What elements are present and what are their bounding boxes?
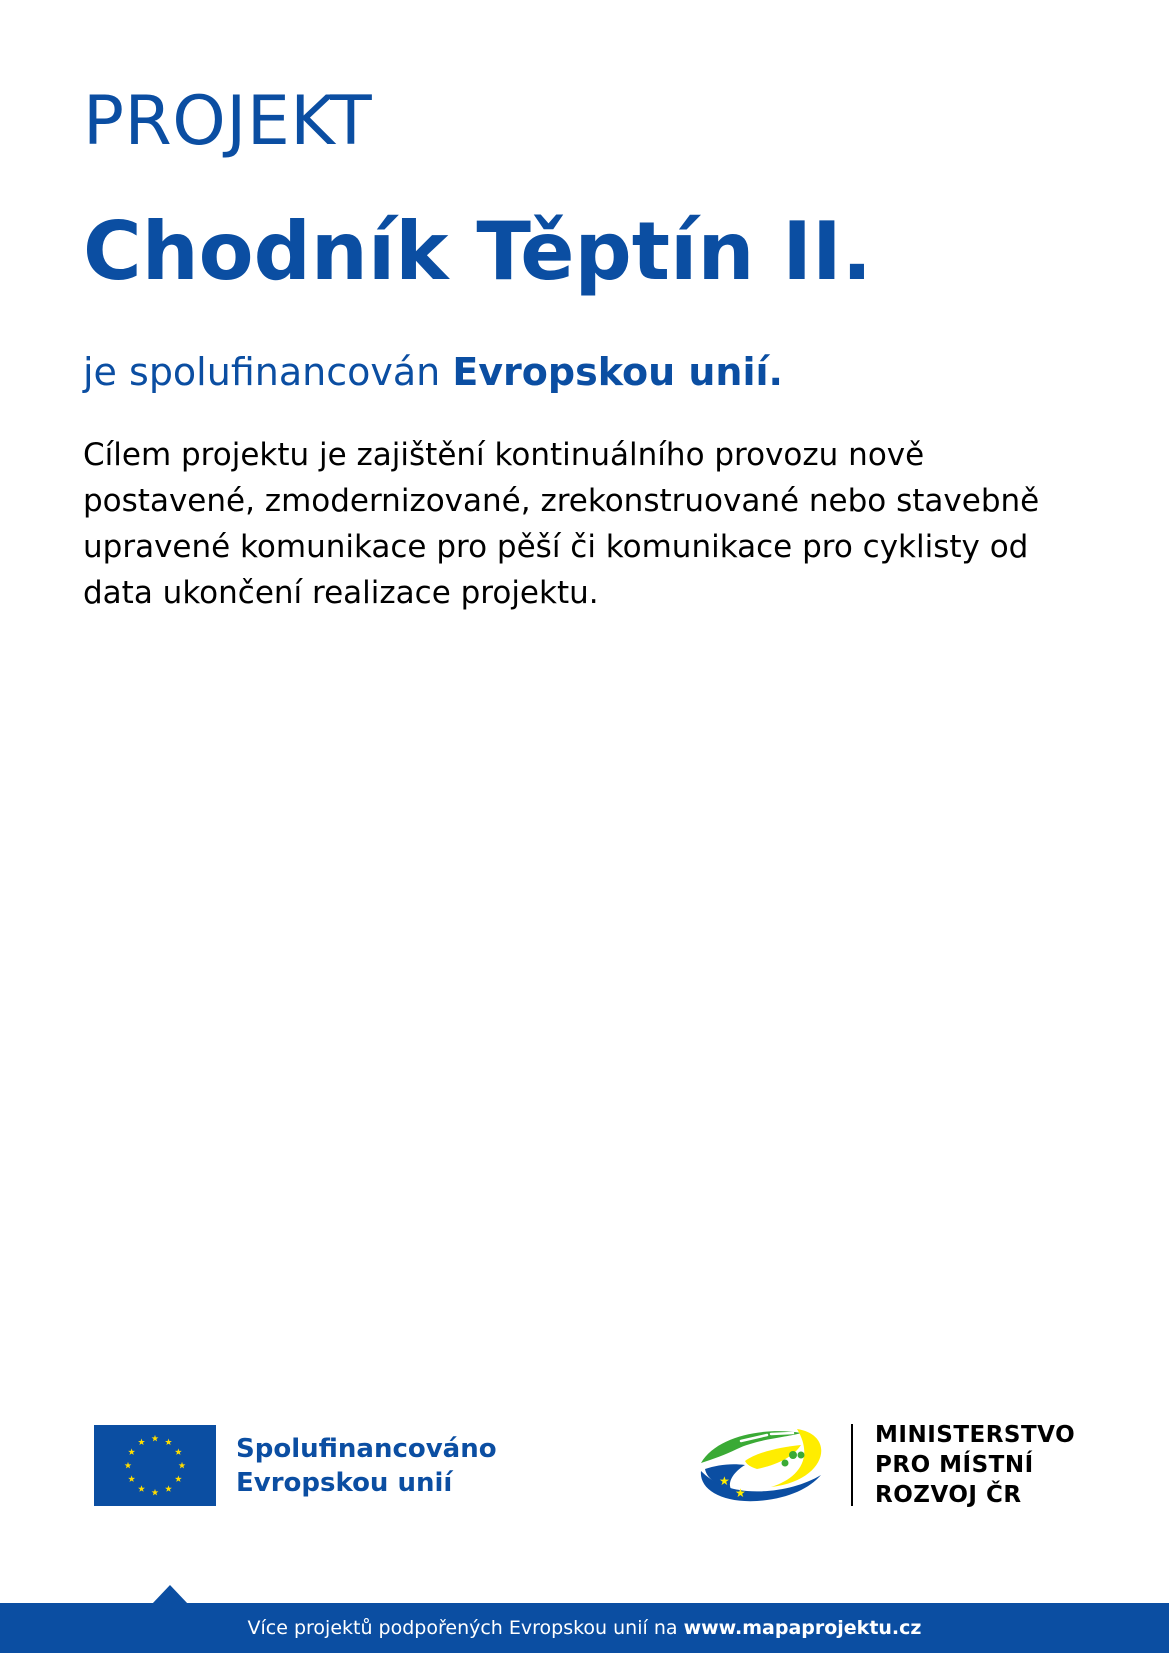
poster-header bbox=[83, 82, 1083, 161]
project-description bbox=[83, 432, 1083, 616]
ministry-line3: ROZVOJ ČR bbox=[875, 1482, 1022, 1508]
project-kicker: PROJEKT bbox=[83, 82, 373, 161]
subtitle-prefix: je spolufinancován bbox=[83, 350, 441, 394]
mmr-emblem-icon bbox=[697, 1425, 831, 1505]
eu-cofinancing-logo bbox=[94, 1425, 497, 1506]
subtitle-emphasis: Evropskou unií. bbox=[452, 350, 783, 394]
description-line: data ukončení realizace projektu. bbox=[83, 575, 599, 611]
project-title: Chodník Těptín II. bbox=[83, 205, 873, 298]
footer-tab-notch bbox=[152, 1585, 188, 1604]
cofinancing-subtitle bbox=[83, 350, 783, 396]
eu-logo-line1: Spolufinancováno bbox=[236, 1433, 497, 1464]
eu-flag-icon bbox=[94, 1425, 216, 1506]
logo-divider bbox=[851, 1424, 853, 1506]
ministry-logo bbox=[697, 1424, 1075, 1506]
svg-text:★: ★ bbox=[735, 1486, 746, 1500]
description-line: Cílem projektu je zajištění kontinuálního provozu nově bbox=[83, 437, 925, 473]
ministry-line2: PRO MÍSTNÍ bbox=[875, 1452, 1034, 1478]
description-line: upravené komunikace pro pěší či komunikace pro cyklisty od bbox=[83, 529, 1029, 565]
eu-logo-text bbox=[236, 1432, 497, 1500]
description-line: postavené, zmodernizované, zrekonstruované nebo stavebně bbox=[83, 483, 1040, 519]
svg-text:★: ★ bbox=[719, 1474, 730, 1488]
eu-logo-line2: Evropskou unií bbox=[236, 1467, 453, 1498]
footer-bar bbox=[0, 1603, 1169, 1653]
footer-url-link[interactable]: www.mapaprojektu.cz bbox=[683, 1617, 922, 1639]
ministry-logo-text bbox=[875, 1420, 1075, 1510]
ministry-line1: MINISTERSTVO bbox=[875, 1422, 1076, 1448]
footer-text: Více projektů podpořených Evropskou unií na bbox=[247, 1617, 678, 1639]
